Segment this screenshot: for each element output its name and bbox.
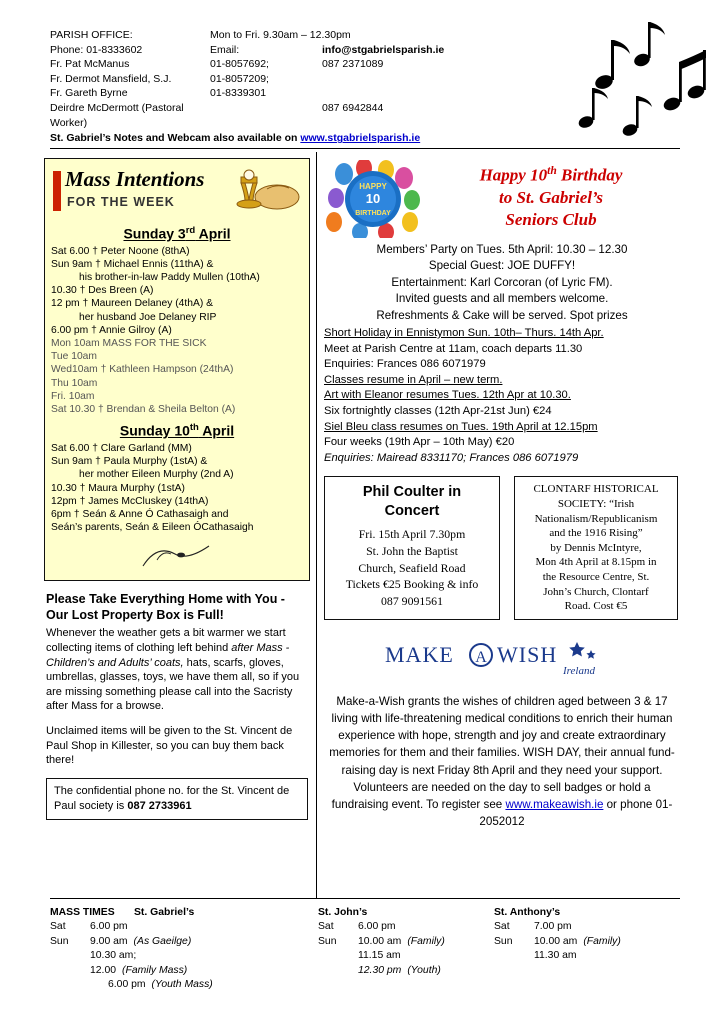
- clergy-phone-1: 01-8057209;: [210, 72, 269, 85]
- mass-line: 12pm † James McCluskey (14thA): [51, 495, 209, 507]
- mass-line: 6pm † Seán & Anne Ó Cathasaigh and: [51, 508, 229, 520]
- parish-contact-header: [50, 28, 680, 146]
- note: (Youth Mass): [151, 979, 213, 991]
- time: 10.00 am: [534, 935, 578, 947]
- time: 9.00 am: [90, 935, 128, 947]
- time: 12.00: [90, 964, 117, 976]
- mass-intentions-subtitle: FOR THE WEEK: [67, 195, 175, 209]
- clergy-phone-1: 01-8339301: [210, 87, 267, 100]
- seniors-club-news: [324, 326, 680, 466]
- flourish-decoration: [137, 536, 217, 572]
- mass-line: 12 pm † Maureen Delaney (4thA) &: [51, 298, 213, 310]
- concert-line: Fri. 15th April 7.30pm: [358, 527, 466, 542]
- notices-row: [324, 476, 680, 619]
- party-line: Special Guest: JOE DUFFY!: [428, 259, 576, 273]
- birthday-line1-pre: Happy 10: [479, 165, 548, 185]
- header-divider: [50, 148, 680, 149]
- mass-times-footer: [50, 906, 680, 992]
- news-line: Meet at Parish Centre at 11am, coach departs 11.30: [324, 342, 583, 355]
- time: 10.00 am: [358, 935, 402, 947]
- birthday-title-line-2: to St. Gabriel’s: [498, 187, 604, 207]
- pastoral-worker-phone-2: 087 6942844: [322, 101, 384, 114]
- week-heading-pre: Sunday 3: [123, 225, 186, 242]
- week-heading-ordinal: rd: [185, 225, 196, 236]
- time: 12.30 pm: [358, 964, 402, 976]
- time: 10.30 am;: [90, 950, 137, 962]
- mass-line: 10.30 † Maura Murphy (1stA): [51, 482, 185, 494]
- mass-intentions-box: [44, 158, 310, 581]
- lost-property-paragraph-1: [46, 626, 308, 714]
- birthday-balloons-icon: [324, 160, 420, 238]
- mass-line: Fri. 10am: [51, 390, 95, 402]
- parish-website-link[interactable]: www.stgabrielsparish.ie: [300, 132, 421, 145]
- hist-line: the Resource Centre, St.: [542, 570, 650, 583]
- right-column: [324, 158, 680, 830]
- church-name: St. John’s: [318, 907, 368, 918]
- column-divider: [316, 152, 317, 898]
- mass-line: Sun 9am † Michael Ennis (11thA) &: [51, 258, 214, 270]
- mass-intentions-title: Mass Intentions: [65, 167, 205, 191]
- hist-line: and the 1916 Rising”: [549, 527, 643, 540]
- clergy-phone-1: 01-8057692;: [210, 58, 269, 71]
- party-line: Invited guests and all members welcome.: [395, 292, 609, 306]
- birthday-title: [422, 160, 680, 231]
- note: (Family): [407, 935, 445, 947]
- mass-line: Seán’s parents, Seán & Eileen ÓCathasaigh: [51, 522, 254, 534]
- wish-body: Make-a-Wish grants the wishes of children aged between 3 & 17 living with life-threatening medical conditions to enrich their human experience with hope, strength and joy and create extraordinary memories for them and their families. WISH DAY, their annual fund-raising day is next Friday 8th April and they need your support. Volunteers are needed on the day to sell badges or hold a fundraising event. To register see: [329, 694, 675, 811]
- news-line: Classes resume in April – new term.: [324, 373, 503, 386]
- day: Sat: [318, 921, 334, 933]
- clontarf-historical-society-box: [514, 476, 678, 619]
- hist-line: CLONTARF HISTORICAL: [533, 483, 659, 496]
- chalice-and-bread-icon: [227, 167, 301, 215]
- mass-line: Sun 9am † Paula Murphy (1stA) &: [51, 456, 208, 468]
- footer-divider: [50, 898, 680, 899]
- note: (Family Mass): [122, 964, 188, 976]
- mass-line: Tue 10am: [51, 351, 97, 363]
- party-line: Refreshments & Cake will be served. Spot prizes: [376, 308, 628, 322]
- svp-text: The confidential phone no. for the St. Vincent de Paul society is: [54, 784, 290, 812]
- clergy-name: Fr. Pat McManus: [50, 58, 130, 71]
- concert-title-line-2: Concert: [384, 503, 440, 520]
- phil-coulter-concert-box: [324, 476, 500, 619]
- news-line: Art with Eleanor resumes Tues. 12th Apr at 10.30.: [324, 389, 571, 402]
- mass-list-week-2: [51, 442, 303, 534]
- email-label: Email:: [210, 43, 240, 56]
- pastoral-worker-name: Deirdre McDermott (Pastoral Worker): [50, 101, 184, 129]
- phone-label: Phone: 01-8333602: [50, 43, 143, 56]
- make-a-wish-text: [324, 693, 680, 831]
- news-line: Four weeks (19th Apr – 10th May) €20: [324, 436, 515, 449]
- day: [318, 964, 358, 978]
- lost-text-b: hats, scarfs, gloves, umbrellas, glasses, toys, we have them all, so if you are missing something please call into the Sacristy after Mass for a browse.: [46, 656, 300, 713]
- office-label: PARISH OFFICE:: [50, 29, 133, 41]
- mass-week-heading: [51, 422, 303, 439]
- week-heading-post: April: [195, 225, 231, 242]
- time: 7.00 pm: [534, 921, 572, 933]
- svp-phone-number[interactable]: 087 2733961: [127, 799, 192, 812]
- make-a-wish-link[interactable]: www.makeawish.ie: [505, 797, 604, 811]
- hist-line: Mon 4th April at 8.15pm in: [535, 556, 657, 569]
- clergy-phone-2: 087 2371089: [322, 58, 384, 71]
- concert-line: Tickets €25 Booking & info: [345, 577, 479, 592]
- mass-line: Thu 10am: [51, 377, 98, 389]
- make-a-wish-section: [324, 636, 680, 831]
- svg-text:MAKE: MAKE: [385, 641, 454, 667]
- birthday-line1-post: Birthday: [556, 165, 623, 185]
- time: 6.00 pm: [90, 921, 128, 933]
- note: (As Gaeilge): [133, 935, 192, 947]
- day: [50, 978, 90, 992]
- week-heading-pre: Sunday 10: [119, 422, 190, 439]
- make-a-wish-logo: [377, 636, 627, 676]
- day: Sun: [494, 935, 513, 947]
- week-heading-post: April: [198, 422, 235, 439]
- hist-line: Nationalism/Republicanism: [534, 512, 658, 525]
- office-hours: Mon to Fri. 9.30am – 12.30pm: [210, 29, 351, 41]
- hist-line: Road. Cost €5: [564, 600, 628, 613]
- concert-title-line-1: Phil Coulter in: [362, 484, 462, 501]
- note: (Youth): [407, 964, 441, 976]
- mass-line: Wed10am † Kathleen Hampson (24thA): [51, 364, 234, 376]
- svg-text:BIRTHDAY: BIRTHDAY: [355, 210, 391, 217]
- pastoral-worker-phone-1: [210, 101, 322, 116]
- mass-line: her husband Joe Delaney RIP: [79, 311, 217, 323]
- news-line: Enquiries: Frances 086 6071979: [324, 358, 486, 371]
- news-line: Six fortnightly classes (12th Apr-21st Jun) €24: [324, 405, 552, 417]
- concert-line[interactable]: 087 9091561: [381, 593, 443, 608]
- mass-line: Sat 6.00 † Peter Noone (8thA): [51, 245, 190, 257]
- svg-text:WISH: WISH: [497, 641, 558, 667]
- birthday-title-line-3: Seniors Club: [505, 209, 597, 229]
- mass-line: 10.30 † Des Breen (A): [51, 285, 154, 297]
- seniors-party-details: [324, 242, 680, 324]
- church-name: St. Anthony’s: [494, 907, 561, 918]
- lost-property-heading: Please Take Everything Home with You - Our Lost Property Box is Full!: [46, 592, 285, 623]
- banner-red-bar: [53, 171, 61, 211]
- day: Sat: [494, 921, 510, 933]
- note: (Family): [583, 935, 621, 947]
- news-line: Enquiries: Mairead 8331170; Frances 086 6071979: [324, 451, 579, 464]
- mass-intentions-banner: [51, 165, 303, 219]
- party-line: Entertainment: Karl Corcoran (of Lyric FM).: [391, 275, 613, 289]
- concert-line: Church, Seafield Road: [358, 560, 466, 575]
- mass-times-label: MASS TIMES: [50, 907, 115, 918]
- mass-line: 6.00 pm † Annie Gilroy (A): [51, 324, 172, 336]
- time: 6.00 pm: [108, 979, 146, 991]
- mass-line: Sat 10.30 † Brendan & Sheila Belton (A): [51, 404, 236, 416]
- day: Sun: [318, 935, 337, 947]
- church-name: St. Gabriel’s: [134, 907, 195, 918]
- mass-times-col-gabriels: [50, 906, 318, 992]
- week-heading-ordinal: th: [189, 422, 199, 434]
- news-line: Short Holiday in Ennistymon Sun. 10th– Thurs. 14th Apr.: [324, 327, 604, 340]
- mass-line: Sat 6.00 † Clare Garland (MM): [51, 442, 192, 454]
- svg-text:HAPPY: HAPPY: [359, 182, 387, 191]
- day: [494, 949, 534, 963]
- lost-text-a: Whenever the weather gets a bit warmer we start collecting items of clothing left behind: [46, 627, 286, 654]
- party-line: Members’ Party on Tues. 5th April: 10.30 – 12.30: [376, 243, 628, 256]
- time: 11.15 am: [358, 950, 401, 962]
- time: 6.00 pm: [358, 921, 396, 933]
- news-line: Siel Bleu class resumes on Tues. 19th April at 12.15pm: [324, 420, 598, 433]
- concert-line: St. John the Baptist: [366, 543, 458, 558]
- day: [50, 964, 90, 978]
- webcam-text: St. Gabriel’s Notes and Webcam also available on: [50, 132, 301, 145]
- svg-text:10: 10: [365, 191, 381, 206]
- birthday-line1-ordinal: th: [547, 164, 557, 177]
- left-column: [44, 158, 310, 820]
- mass-times-col-anthonys: [494, 906, 680, 992]
- hist-line: John’s Church, Clontarf: [543, 585, 649, 598]
- mass-week-heading: [51, 225, 303, 242]
- svg-text:Ireland: Ireland: [563, 664, 595, 677]
- day: Sat: [50, 921, 66, 933]
- birthday-title-line-1: [422, 160, 680, 187]
- day: Sun: [50, 935, 69, 947]
- hist-line: SOCIETY: “Irish: [557, 497, 635, 510]
- clergy-name: Fr. Dermot Mansfield, S.J.: [50, 72, 172, 85]
- clergy-name: Fr. Gareth Byrne: [50, 87, 128, 100]
- svp-phone-box: [46, 778, 308, 820]
- lost-property-paragraph-2: Unclaimed items will be given to the St. Vincent de Paul Shop in Killester, so you can buy them back there!: [46, 724, 293, 767]
- email-address[interactable]: info@stgabrielsparish.ie: [322, 43, 445, 56]
- svg-text:A: A: [475, 648, 487, 666]
- mass-line: Mon 10am MASS FOR THE SICK: [51, 338, 207, 350]
- day: [318, 949, 358, 963]
- webcam-line: [50, 131, 680, 146]
- wish-phone: or phone 01-2052012: [479, 797, 673, 829]
- day: [50, 949, 90, 963]
- mass-list-week-1: [51, 245, 303, 417]
- mass-line: her mother Eileen Murphy (2nd A): [79, 469, 234, 481]
- mass-times-col-johns: [318, 906, 494, 992]
- lost-text-emphasis: after Mass - Children’s and Adults’ coats,: [46, 641, 290, 669]
- time: 11.30 am: [534, 950, 577, 962]
- hist-line: by Dennis McIntyre,: [550, 541, 642, 554]
- mass-line: his brother-in-law Paddy Mullen (10thA): [79, 272, 260, 284]
- birthday-header: [324, 158, 680, 240]
